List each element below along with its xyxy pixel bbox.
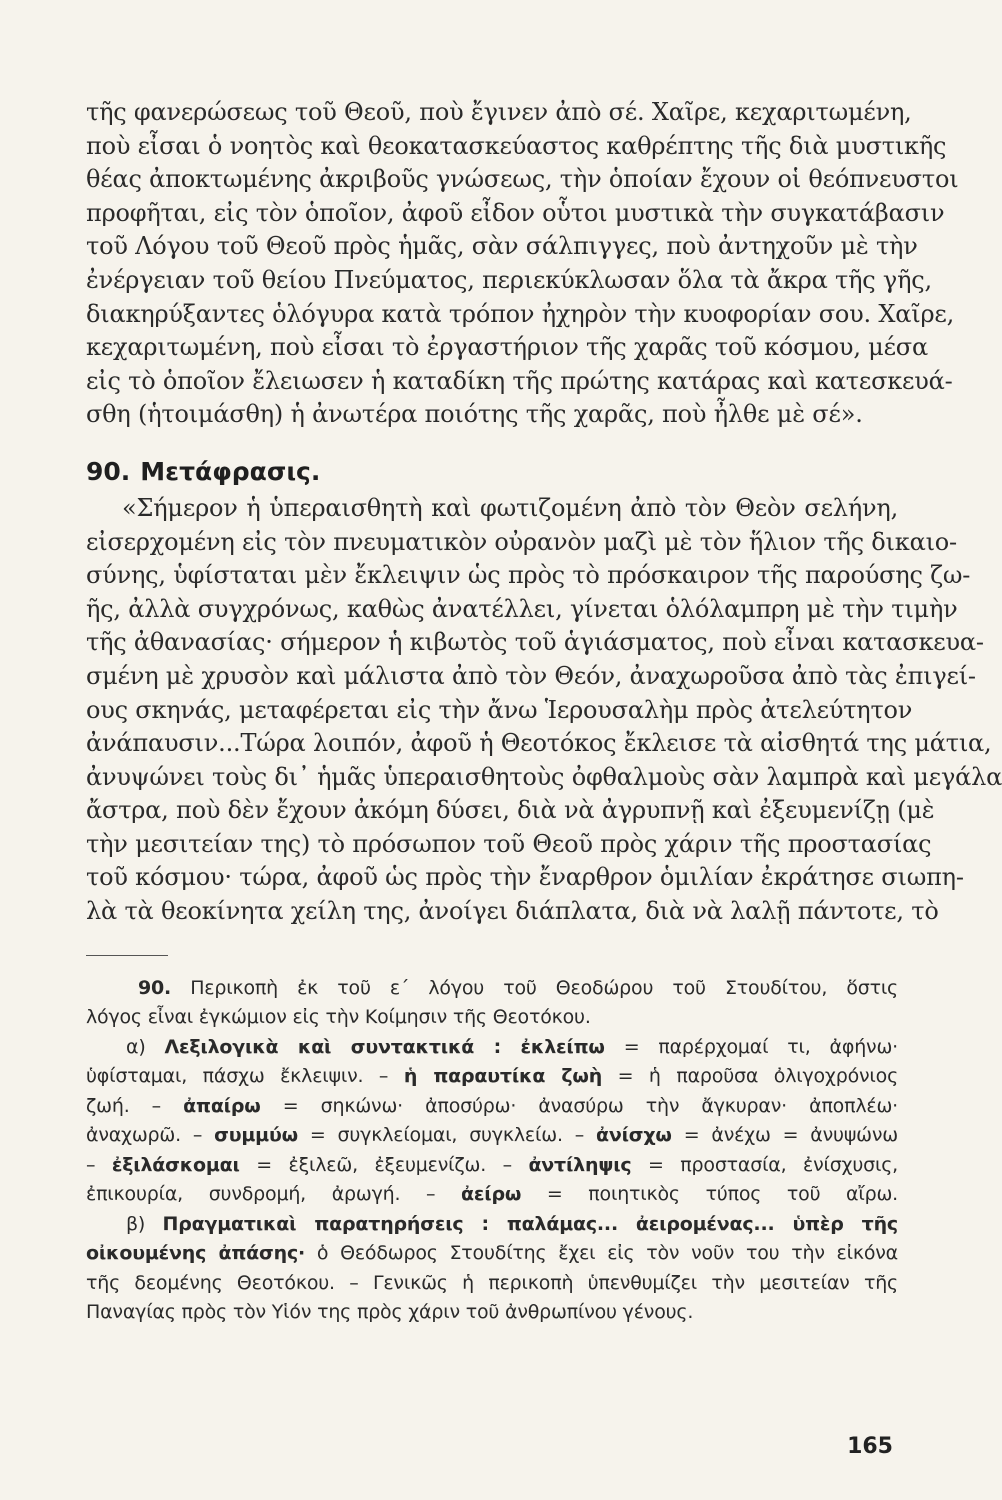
page-number: 165 bbox=[847, 1434, 893, 1459]
note-line: λόγος εἶναι ἐγκώμιον εἰς τὴν Κοίμησιν τῆς Θεοτόκου. bbox=[86, 1006, 591, 1029]
text-line: κεχαριτωμένη, ποὺ εἶσαι τὸ ἐργαστήριον τῆς χαρᾶς τοῦ κόσμου, μέσα bbox=[86, 333, 929, 362]
text-line: θέας ἀποκτωμένης ἀκριβοῦς γνώσεως, τὴν ὁποίαν ἔχουν οἱ θεόπνευστοι bbox=[86, 165, 959, 194]
text-line: τῆς ἀθανασίας· σήμερον ἡ κιβωτὸς τοῦ ἁγιάσματος, ποὺ εἶναι κατασκευα- bbox=[86, 628, 984, 657]
note-line: α) Λεξιλογικὰ καὶ συντακτικά : ἐκλείπω = παρέρχομαί τι, ἀφήνω· bbox=[126, 1035, 899, 1058]
text-line: ῆς, ἀλλὰ συγχρόνως, καθὼς ἀνατέλλει, γίνεται ὁλόλαμπρη μὲ τὴν τιμὴν bbox=[86, 594, 958, 623]
section-heading bbox=[86, 452, 898, 492]
note-line: ἀναχωρῶ. – συμμύω = συγκλείομαι, συγκλείω. – ἀνίσχω = ἀνέχω = ἀνυψώνω bbox=[86, 1124, 898, 1147]
note-line: οἰκουμένης ἀπάσης· ὁ Θεόδωρος Στουδίτης ἔχει εἰς τὸν νοῦν του τὴν εἰκόνα bbox=[86, 1242, 898, 1265]
section-title: Μετάφρασις. bbox=[140, 456, 321, 486]
text-line: ἀνάπαυσιν...Τώρα λοιπόν, ἀφοῦ ἡ Θεοτόκος ἔκλεισε τὰ αἰσθητά της μάτια, bbox=[86, 729, 992, 758]
text-line: λὰ τὰ θεοκίνητα χείλη της, ἀνοίγει διάπλατα, διὰ νὰ λαλῇ πάντοτε, τὸ bbox=[86, 897, 939, 926]
note-line: 90. Περικοπὴ ἐκ τοῦ ε΄ λόγου τοῦ Θεοδώρου τοῦ Στουδίτου, ὅστις bbox=[138, 976, 898, 999]
note-line: τῆς δεομένης Θεοτόκου. – Γενικῶς ἡ περικοπὴ ὑπενθυμίζει τὴν μεσιτείαν τῆς bbox=[86, 1271, 898, 1294]
text-line: εἰσερχομένη εἰς τὸν πνευματικὸν οὐρανὸν μαζὶ μὲ τὸν ἥλιον τῆς δικαιο- bbox=[86, 527, 957, 556]
text-line: «Σήμερον ἡ ὑπεραισθητὴ καὶ φωτιζομένη ἀπὸ τὸν Θεὸν σελήνη, bbox=[122, 493, 898, 522]
footnotes bbox=[86, 974, 898, 1328]
note-line: β) Πραγματικαὶ παρατηρήσεις : παλάμας... ἀειρομένας... ὑπὲρ τῆς bbox=[126, 1212, 898, 1235]
text-line: σθη (ἡτοιμάσθη) ἡ ἀνωτέρα ποιότης τῆς χαρᾶς, ποὺ ἦλθε μὲ σέ». bbox=[86, 400, 863, 429]
footnote-divider bbox=[86, 955, 168, 956]
text-line: ἀνυψώνει τοὺς δι᾿ ἡμᾶς ὑπεραισθητοὺς ὀφθαλμοὺς σὰν λαμπρὰ καὶ μεγάλα bbox=[86, 762, 1002, 791]
text-line: ἐνέργειαν τοῦ θείου Πνεύματος, περιεκύκλωσαν ὅλα τὰ ἄκρα τῆς γῆς, bbox=[86, 265, 932, 294]
main-text bbox=[86, 96, 959, 432]
text-line: προφῆται, εἰς τὸν ὁποῖον, ἀφοῦ εἶδον οὗτοι μυστικὰ τὴν συγκατάβασιν bbox=[86, 198, 945, 227]
text-line: εἰς τὸ ὁποῖον ἔλειωσεν ἡ καταδίκη τῆς πρώτης κατάρας καὶ κατεσκευά- bbox=[86, 366, 953, 395]
text-line: ποὺ εἶσαι ὁ νοητὸς καὶ θεοκατασκεύαστος καθρέπτης τῆς διὰ μυστικῆς bbox=[86, 131, 947, 160]
page-content bbox=[86, 96, 1002, 1328]
translation-text bbox=[86, 492, 1002, 929]
text-line: τὴν μεσιτείαν της) τὸ πρόσωπον τοῦ Θεοῦ πρὸς χάριν τῆς προστασίας bbox=[86, 829, 932, 858]
note-line: ἐπικουρία, συνδρομή, ἀρωγή. – ἀείρω = ποιητικὸς τύπος τοῦ αἴρω. bbox=[86, 1183, 899, 1206]
text-line: σμένη μὲ χρυσὸν καὶ μάλιστα ἀπὸ τὸν Θεόν, ἀναχωροῦσα ἀπὸ τὰς ἐπιγεί- bbox=[86, 661, 976, 690]
note-number: 90. bbox=[138, 976, 172, 999]
note-line: ὑφίσταμαι, πάσχω ἔκλειψιν. – ἡ παραυτίκα ζωὴ = ἡ παροῦσα ὀλιγοχρόνιος bbox=[86, 1065, 899, 1088]
section-number: 90. bbox=[86, 456, 131, 486]
note-line: – ἐξιλάσκομαι = ἐξιλεῶ, ἐξευμενίζω. – ἀντίληψις = προστασία, ἐνίσχυσις, bbox=[86, 1153, 898, 1176]
note-line: Παναγίας πρὸς τὸν Υἱόν της πρὸς χάριν τοῦ ἀνθρωπίνου γένους. bbox=[86, 1301, 694, 1324]
note-line: ζωή. – ἀπαίρω = σηκώνω· ἀποσύρω· ἀνασύρω τὴν ἄγκυραν· ἀποπλέω· bbox=[86, 1094, 899, 1117]
text-line: σύνης, ὑφίσταται μὲν ἔκλειψιν ὡς πρὸς τὸ πρόσκαιρον τῆς παρούσης ζω- bbox=[86, 561, 971, 590]
text-line: τοῦ Λόγου τοῦ Θεοῦ πρὸς ἡμᾶς, σὰν σάλπιγγες, ποὺ ἀντηχοῦν μὲ τὴν bbox=[86, 232, 918, 261]
text-line: ους σκηνάς, μεταφέρεται εἰς τὴν ἄνω Ἱερουσαλὴμ πρὸς ἀτελεύτητον bbox=[86, 695, 913, 724]
text-line: διακηρύξαντες ὁλόγυρα κατὰ τρόπον ἠχηρὸν τὴν κυοφορίαν σου. Χαῖρε, bbox=[86, 299, 955, 328]
text-line: ἄστρα, ποὺ δὲν ἔχουν ἀκόμη δύσει, διὰ νὰ ἀγρυπνῇ καὶ ἐξευμενίζῃ (μὲ bbox=[86, 796, 935, 825]
text-line: τῆς φανερώσεως τοῦ Θεοῦ, ποὺ ἔγινεν ἀπὸ σέ. Χαῖρε, κεχαριτωμένη, bbox=[86, 98, 912, 126]
text-line: τοῦ κόσμου· τώρα, ἀφοῦ ὡς πρὸς τὴν ἔναρθρον ὁμιλίαν ἐκράτησε σιωπη- bbox=[86, 863, 964, 892]
